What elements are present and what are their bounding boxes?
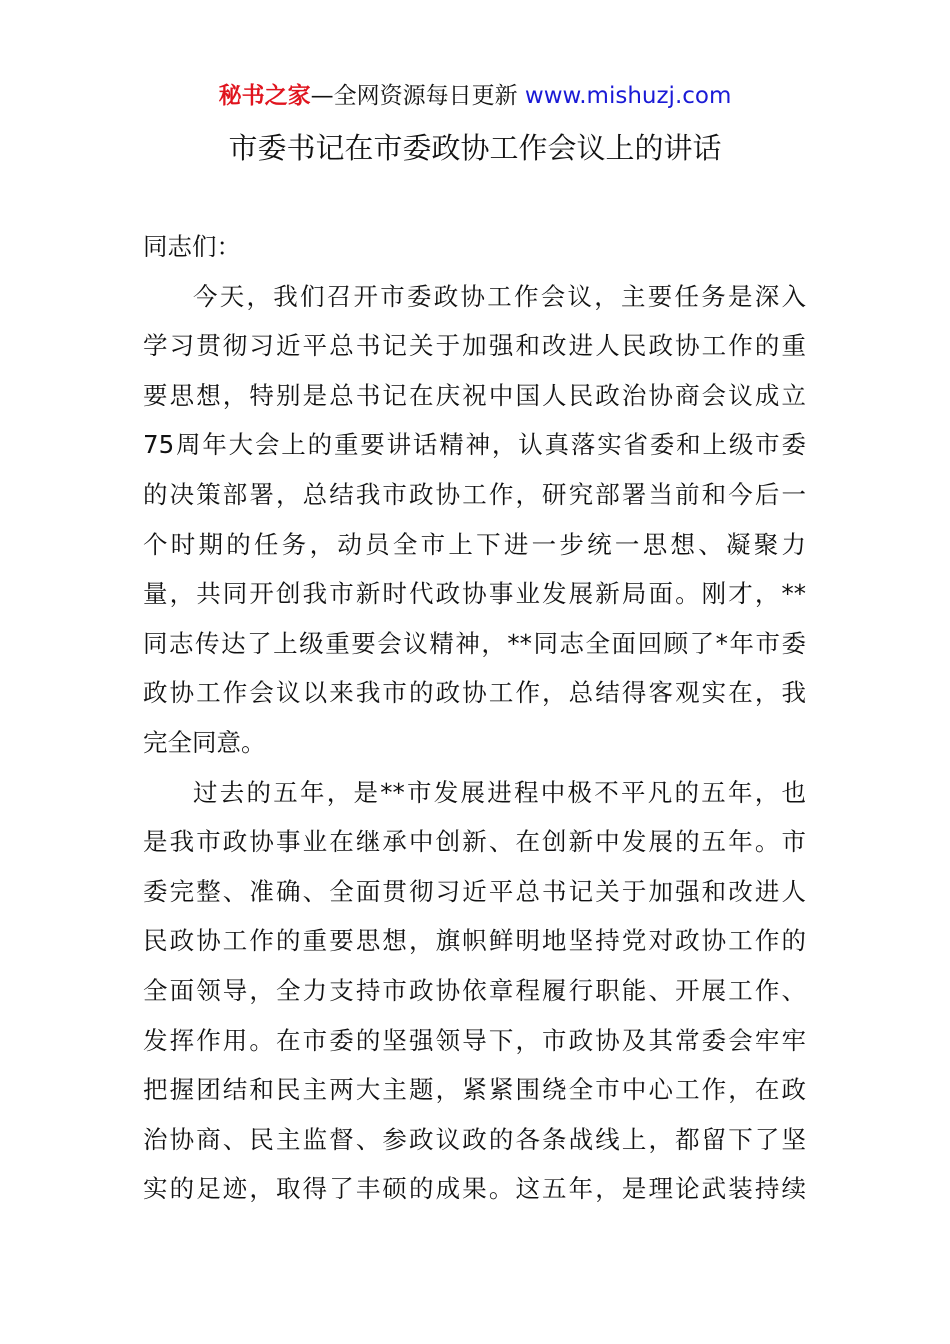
text-line: 委完整、准确、全面贯彻习近平总书记关于加强和改进人 [143,876,806,906]
text-line: 学习贯彻习近平总书记关于加强和改进人民政协工作的重 [143,331,806,361]
text-line: 的决策部署，总结我市政协工作，研究部署当前和今后一 [143,479,806,509]
text-line: 实的足迹，取得了丰硕的成果。这五年，是理论武装持续 [143,1174,806,1204]
text-line: 全面领导，全力支持市政协依章程履行职能、开展工作、 [143,975,806,1005]
text-line: 治协商、民主监督、参政议政的各条战线上，都留下了坚 [143,1124,806,1154]
greeting-line: 同志们： [143,232,241,261]
document-body [143,222,806,1214]
text-line: 今天，我们召开市委政协工作会议，主要任务是深入 [193,281,806,311]
site-banner [0,80,950,112]
text-line: 把握团结和民主两大主题，紧紧围绕全市中心工作，在政 [143,1075,806,1105]
text-line: 个时期的任务，动员全市上下进一步统一思想、凝聚力 [143,529,806,559]
text-line: 完全同意。 [143,727,266,757]
text-line: 民政协工作的重要思想，旗帜鲜明地坚持党对政协工作的 [143,926,806,956]
text-line: 发挥作用。在市委的坚强领导下，市政协及其常委会牢牢 [143,1025,806,1055]
greeting [143,222,806,272]
document-title: 市委书记在市委政协工作会议上的讲话 [228,131,722,165]
paragraph-1 [143,272,806,768]
text-line: 政协工作会议以来我市的政协工作，总结得客观实在，我 [143,678,806,708]
text-line: 75周年大会上的重要讲话精神，认真落实省委和上级市委 [143,430,806,460]
text-line: 同志传达了上级重要会议精神，**同志全面回顾了*年市委 [143,628,806,658]
text-line: 是我市政协事业在继承中创新、在创新中发展的五年。市 [143,827,806,857]
paragraph-2 [143,768,806,1214]
text-line: 要思想，特别是总书记在庆祝中国人民政治协商会议成立 [143,380,806,410]
site-url-link[interactable]: www.mishuzj.com [524,83,732,109]
banner-tagline: —全网资源每日更新 [310,83,518,109]
brand-name: 秘书之家 [218,83,311,109]
text-line: 过去的五年，是**市发展进程中极不平凡的五年，也 [193,777,806,807]
text-line: 量，共同开创我市新时代政协事业发展新局面。刚才，** [143,579,806,609]
